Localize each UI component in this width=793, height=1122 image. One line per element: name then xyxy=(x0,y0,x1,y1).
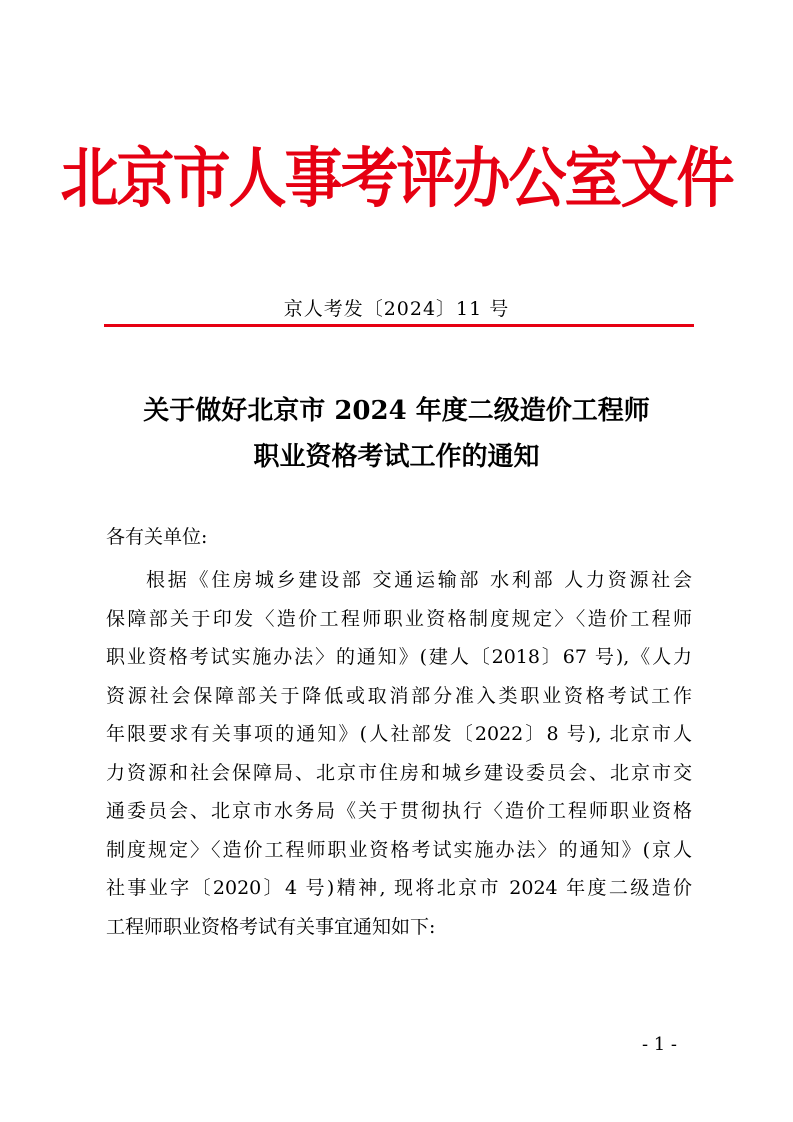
document-header-title: 北京市人事考评办公室文件 xyxy=(60,140,733,217)
body-line: 保障部关于印发〈造价工程师职业资格制度规定〉〈造价工程师 xyxy=(106,607,692,630)
salutation: 各有关单位: xyxy=(106,526,208,548)
body-line: 制度规定〉〈造价工程师职业资格考试实施办法〉的通知》(京人 xyxy=(106,838,692,861)
body-line: 年限要求有关事项的通知》(人社部发〔2022〕8 号), 北京市人 xyxy=(106,723,692,745)
body-line: 力资源和社会保障局、北京市住房和城乡建设委员会、北京市交 xyxy=(106,761,692,784)
body-line: 通委员会、北京市水务局《关于贯彻执行〈造价工程师职业资格 xyxy=(106,800,692,822)
document-number: 京人考发〔2024〕11 号 xyxy=(283,298,510,320)
body-paragraph xyxy=(106,561,692,946)
page-number: - 1 - xyxy=(641,1034,677,1055)
body-line: 社事业字〔2020〕4 号)精神, 现将北京市 2024 年度二级造价 xyxy=(106,877,692,899)
body-line: 工程师职业资格考试有关事宜通知如下: xyxy=(106,915,436,938)
notice-title xyxy=(0,388,793,480)
body-line: 职业资格考试实施办法〉的通知》(建人〔2018〕67 号),《人力 xyxy=(106,646,692,668)
red-separator-line xyxy=(104,324,694,327)
body-line: 根据《住房城乡建设部 交通运输部 水利部 人力资源社会 xyxy=(146,569,692,591)
body-line: 资源社会保障部关于降低或取消部分准入类职业资格考试工作 xyxy=(106,684,692,707)
notice-title-line-2: 职业资格考试工作的通知 xyxy=(253,442,540,472)
notice-title-line-1: 关于做好北京市 2024 年度二级造价工程师 xyxy=(143,396,650,426)
